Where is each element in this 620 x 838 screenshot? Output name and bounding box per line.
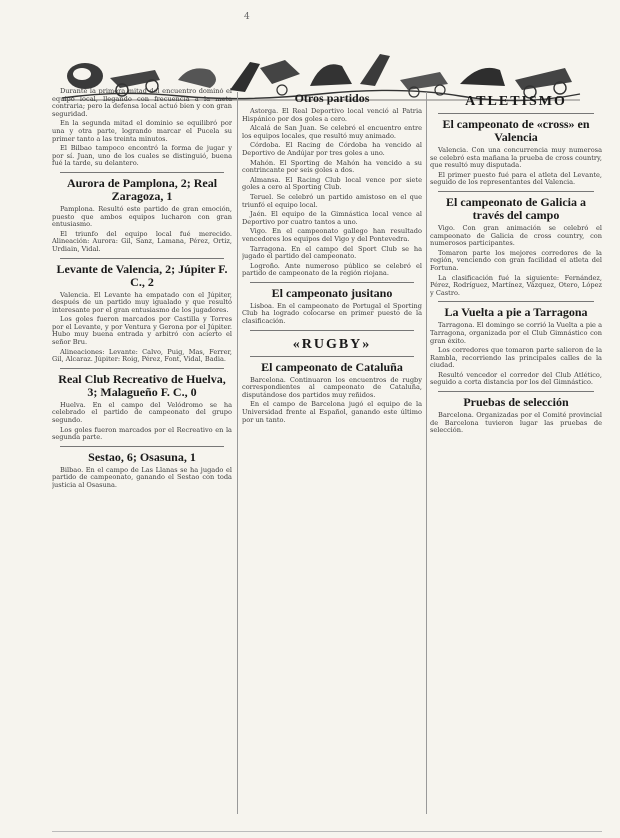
- headline: Real Club Recreativo de Huelva, 3; Malagueño F. C., 0: [58, 371, 226, 399]
- article-paragraph: Los corredores que tomaron parte salieron de la Rambla, recorriendo las principales calles de la ciudad.: [430, 346, 602, 370]
- headline: Pruebas de selección: [463, 395, 569, 410]
- section-divider: [60, 446, 224, 447]
- headline: La Vuelta a pie a Tarragona: [444, 305, 588, 320]
- section-heading-rugby: «RUGBY»: [292, 336, 372, 352]
- column-rule: [426, 92, 427, 814]
- section-divider: [438, 391, 594, 392]
- article-paragraph: Valencia. El Levante ha empatado con el Júpiter, después de un partido muy igualado y que resultó interesante por el gran entusiasmo de los jugadores.: [52, 290, 232, 314]
- article-paragraph: Jaén. El equipo de la Gimnástica local vence al Deportivo por cuatro tantos a uno.: [242, 210, 422, 226]
- article-paragraph: Alineaciones: Levante: Calvo, Puig, Mas, Ferrer, Gil, Alcaraz. Júpiter: Roig, Pérez, Font, Vidal, Badia.: [52, 347, 232, 364]
- article-paragraph: Teruel. Se celebró un partido amistoso en el que triunfó el equipo local.: [242, 192, 422, 209]
- article-paragraph: Pamplona. Resultó este partido de gran emoción, puesto que ambos equipos lucharon con gran entusiasmo.: [52, 204, 232, 229]
- article-paragraph: Lisboa. En el campeonato de Portugal el Sporting Club ha logrado colocarse en primer puesto de la clasificación.: [242, 301, 422, 326]
- article-paragraph: El triunfo del equipo local fué merecido. Alineación: Aurora: Gil, Sanz, Lamana, Pérez, Ortiz, Urdiain, Vidal.: [52, 229, 232, 253]
- section-divider: [250, 282, 414, 283]
- article-paragraph: Tarragona. En el campo del Sport Club se ha jugado el partido del campeonato.: [242, 244, 422, 261]
- article-paragraph: Los goles fueron marcados por el Recreativo en la segunda parte.: [52, 425, 232, 442]
- headline: El campeonato de Galicia a través del campo: [446, 194, 586, 222]
- headline: Levante de Valencia, 2; Júpiter F. C., 2: [56, 261, 228, 289]
- section-divider: [250, 330, 414, 331]
- article-paragraph: Mahón. El Sporting de Mahón ha vencido a su contrincante por seis goles a dos.: [242, 158, 422, 175]
- article-paragraph: Vigo. En el campeonato gallego han resultado vencedores los equipos del Vigo y del Pontevedra.: [242, 227, 422, 243]
- article-paragraph: Resultó vencedor el corredor del Club Atlético, seguido a corta distancia por los del Gimnástico.: [430, 370, 602, 387]
- article-paragraph: En el campo de Barcelona jugó el equipo de la Universidad frente al Español, ganando este último por un tanto.: [242, 400, 422, 424]
- article-paragraph: Logroño. Ante numeroso público se celebró el partido de campeonato de la región riojana.: [242, 261, 422, 278]
- column-left: [52, 88, 232, 818]
- headline: El campeonato jusitano: [271, 285, 393, 300]
- article-paragraph: Huelva. En el campo del Velódromo se ha celebrado el partido de campeonato del grupo segundo.: [52, 400, 232, 425]
- article-paragraph: Barcelona. Continuaron los encuentros de rugby correspondientes al campeonato de Cataluña, disputándose dos partidos muy reñidos.: [242, 375, 422, 399]
- article-paragraph: Bilbao. En el campo de Las Llanas se ha jugado el partido de campeonato, ganando el Sestao con toda justicia al Osasuna.: [52, 465, 232, 489]
- article-paragraph: Barcelona. Organizadas por el Comité provincial de Barcelona tuvieron lugar las pruebas de selección.: [430, 411, 602, 435]
- section-divider: [60, 172, 224, 173]
- article-paragraph: La clasificación fué la siguiente: Fernández, Pérez, Rodríguez, Martínez, Vázquez, Otero, López y Castro.: [430, 273, 602, 297]
- headline: Otros partidos: [294, 91, 370, 105]
- headline: Sestao, 6; Osasuna, 1: [88, 449, 196, 464]
- page-number: 4: [244, 12, 250, 22]
- column-rule: [237, 92, 238, 814]
- headline: Aurora de Pamplona, 2; Real Zaragoza, 1: [66, 175, 218, 203]
- section-divider: [438, 113, 594, 114]
- article-paragraph: Córdoba. El Racing de Córdoba ha vencido al Deportivo de Andújar por tres goles a uno.: [242, 141, 422, 157]
- article-paragraph: Alcalá de San Juan. Se celebró el encuentro entre los equipos locales, que resultó muy animado.: [242, 124, 422, 140]
- column-middle: [242, 88, 422, 818]
- section-divider: [60, 258, 224, 259]
- article-paragraph: En la segunda mitad el dominio se equilibró por una y otra parte, logrando marcar el Pucela su primer tanto a las treinta minutos.: [52, 119, 232, 143]
- article-paragraph: Los goles fueron marcados por Castilla y Torres por el Levante, y por Ventura y Gerona por el Júpiter. Hubo muy buena entrada y arbitró con acierto el señor Bru.: [52, 315, 232, 347]
- headline: El campeonato de Cataluña: [261, 359, 403, 374]
- section-divider: [438, 301, 594, 302]
- article-paragraph: Durante la primera mitad del encuentro dominó el equipo local, llegando con frecuencia a la meta contraria; pero la defensa local actuó bien y con gran seguridad.: [52, 88, 232, 118]
- column-right: [430, 88, 602, 818]
- section-divider: [60, 368, 224, 369]
- article-paragraph: El Bilbao tampoco encontró la forma de jugar y por sí. Juan, uno de los cuales se distinguió, buena fué la tarde, su delantero.: [52, 144, 232, 168]
- section-heading-atletismo: ATLETISMO: [465, 94, 567, 109]
- headline: El campeonato de «cross» en Valencia: [442, 117, 590, 144]
- article-paragraph: Vigo. Con gran animación se celebró el campeonato de Galicia de cross country, con numerosos participantes.: [430, 223, 602, 248]
- article-paragraph: Tarragona. El domingo se corrió la Vuelta a pie a Tarragona, organizada por el Club Gimnástico con gran éxito.: [430, 321, 602, 345]
- article-paragraph: Valencia. Con una concurrencia muy numerosa se celebró esta mañana la prueba de cross country, que resultó muy disputada.: [430, 146, 602, 170]
- article-paragraph: Almansa. El Racing Club local vence por siete goles a cero al Sporting Club.: [242, 175, 422, 192]
- article-paragraph: El primer puesto fué para el atleta del Levante, seguido de los representantes del Valencia.: [430, 170, 602, 187]
- section-divider: [250, 356, 414, 357]
- page-bottom-rule: [52, 831, 602, 832]
- section-divider: [438, 191, 594, 192]
- article-paragraph: Tomaron parte los mejores corredores de la región, venciendo con gran facilidad el atleta del Fortuna.: [430, 248, 602, 272]
- article-paragraph: Astorga. El Real Deportivo local venció al Patria Hispánico por dos goles a cero.: [242, 107, 422, 123]
